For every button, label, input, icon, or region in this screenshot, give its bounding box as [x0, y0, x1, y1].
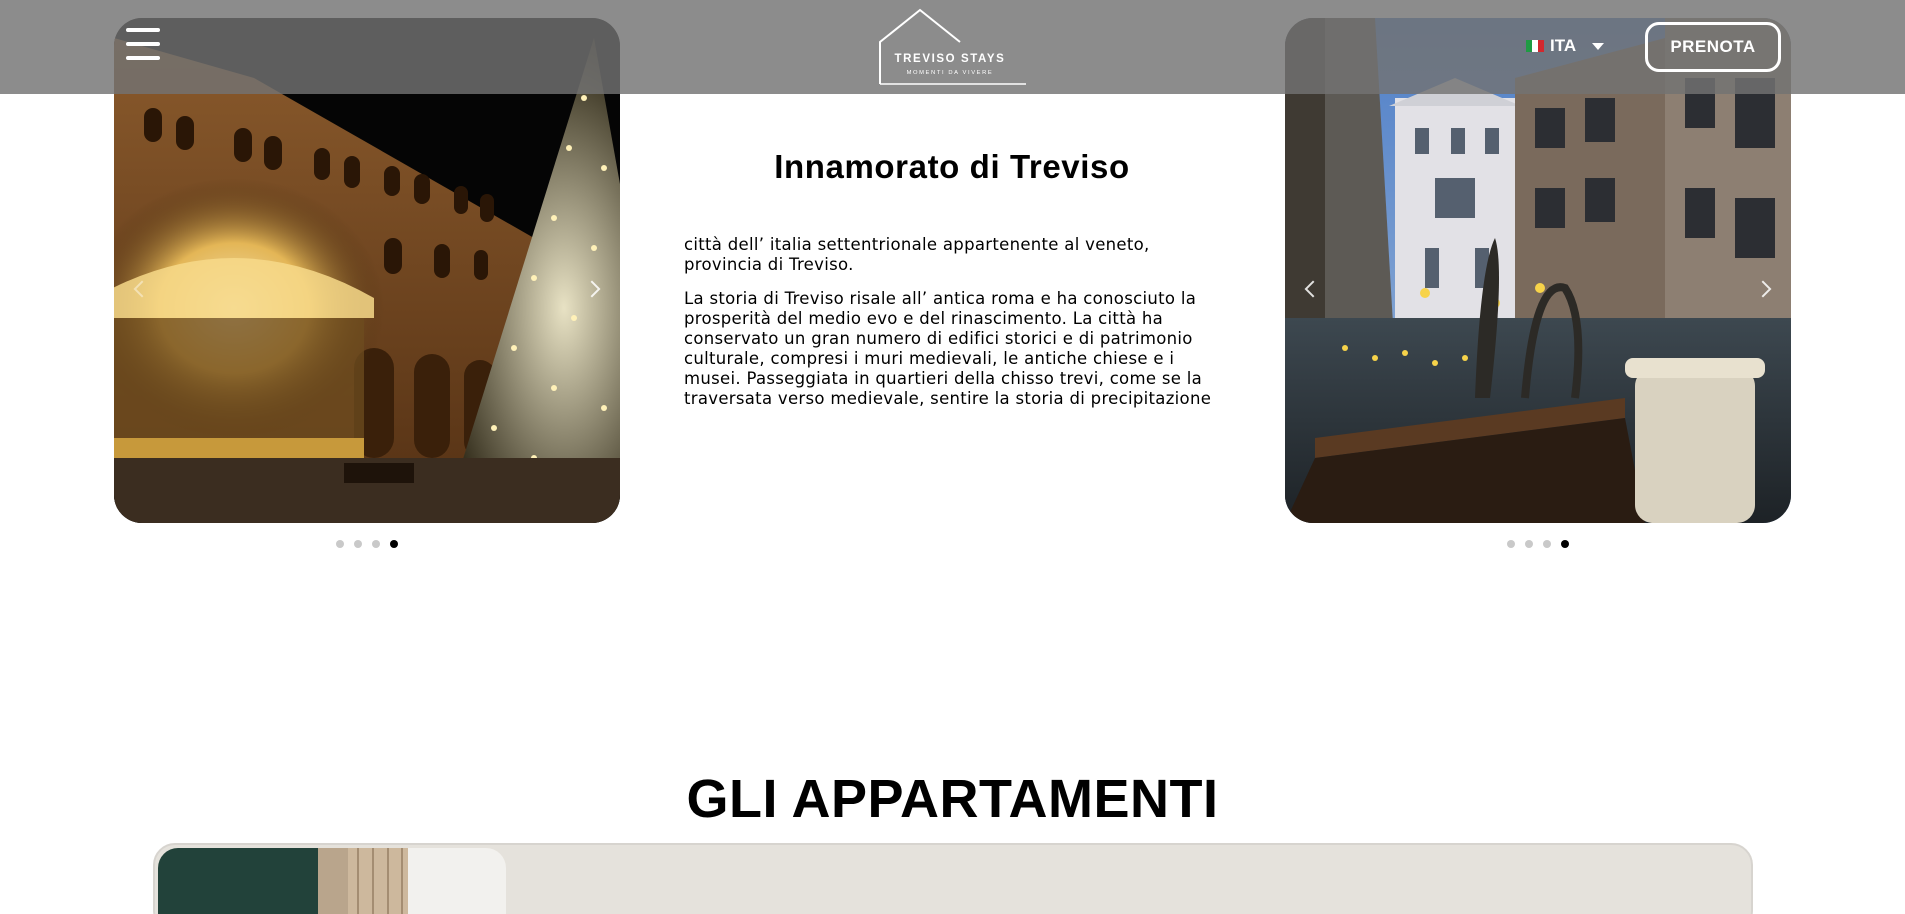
- house-logo-icon: [876, 8, 1028, 88]
- pagination-dot[interactable]: [1525, 540, 1533, 548]
- left-slider-pagination: [336, 540, 398, 548]
- pagination-dot[interactable]: [1507, 540, 1515, 548]
- top-header-bar: [0, 0, 1905, 94]
- site-logo[interactable]: [876, 8, 1028, 88]
- right-slider-prev-arrow[interactable]: [1301, 274, 1319, 304]
- intro-title: Innamorato di Treviso: [774, 148, 1130, 185]
- prenota-button[interactable]: PRENOTA: [1645, 22, 1781, 72]
- language-selector[interactable]: [1526, 36, 1604, 56]
- language-label: ITA: [1550, 36, 1577, 55]
- pagination-dot-active[interactable]: [390, 540, 398, 548]
- right-slider-pagination: [1507, 540, 1569, 548]
- hamburger-menu-icon[interactable]: [126, 28, 160, 60]
- logo-name: TREVISO STAYS: [894, 53, 1006, 65]
- left-slider-next-arrow[interactable]: [586, 274, 604, 304]
- italy-flag-icon: [1526, 40, 1544, 52]
- pagination-dot-active[interactable]: [1561, 540, 1569, 548]
- pagination-dot[interactable]: [354, 540, 362, 548]
- left-slider-prev-arrow[interactable]: [130, 274, 148, 304]
- intro-paragraph: La storia di Treviso risale all’ antica roma e ha conosciuto la prosperità del medio evo e del rinascimento. La città ha conservato un gran numero di edifici storici e di patrimonio culturale, compresi i muri medievali, le antiche chiese e i musei. Passeggiata in quartieri della chisso trevi, come se la traversata verso medievale, sentire la storia di precipitazione: [684, 289, 1212, 408]
- apartments-section-title: GLI APPARTAMENTI: [686, 769, 1219, 829]
- caret-down-icon: [1592, 43, 1604, 50]
- intro-paragraph: città dell’ italia settentrionale appartenente al veneto, provincia di Treviso.: [684, 235, 1150, 274]
- pagination-dot[interactable]: [336, 540, 344, 548]
- right-slider-next-arrow[interactable]: [1757, 274, 1775, 304]
- pagination-dot[interactable]: [372, 540, 380, 548]
- apartment-card[interactable]: [153, 843, 1753, 914]
- apartment-interior-photo: [158, 848, 506, 914]
- pagination-dot[interactable]: [1543, 540, 1551, 548]
- intro-body: [684, 235, 1224, 423]
- apartment-photo: [158, 848, 506, 914]
- logo-tagline: MOMENTI DA VIVERE: [906, 70, 994, 76]
